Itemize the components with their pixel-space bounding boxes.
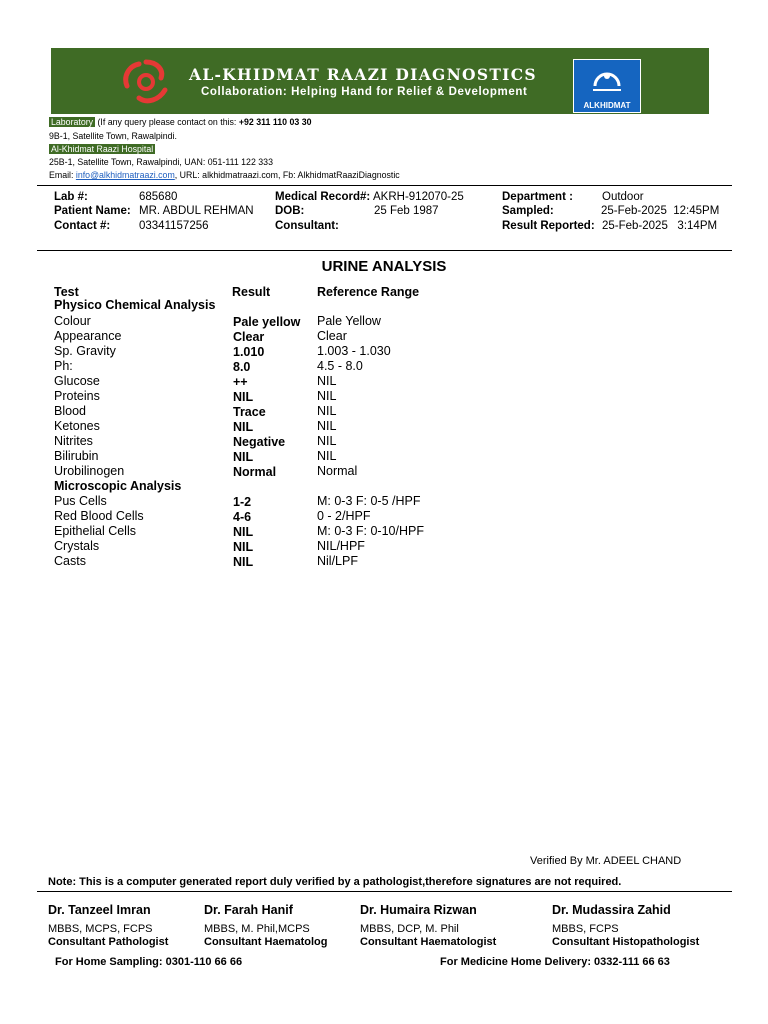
doctor-name: Dr. Humaira Rizwan [360, 903, 477, 917]
lab-no-value: 685680 [139, 191, 178, 203]
table-row [0, 389, 768, 404]
sampled-label: Sampled: [502, 205, 554, 217]
test-name: Appearance [54, 329, 122, 343]
lab-phone: +92 311 110 03 30 [238, 117, 312, 127]
table-row [0, 509, 768, 524]
doctor-role: Consultant Haematologist [360, 936, 497, 948]
table-row [0, 344, 768, 359]
consultant-label: Consultant: [275, 220, 339, 232]
reference-range: NIL [317, 434, 337, 448]
test-result: 8.0 [233, 360, 251, 374]
col-header-range: Reference Range [317, 285, 420, 299]
lab-no-label: Lab #: [54, 191, 88, 203]
reference-range: NIL [317, 404, 337, 418]
test-result: 1-2 [233, 495, 252, 509]
medical-record-label: Medical Record#: [275, 191, 371, 203]
test-result: Normal [233, 465, 277, 479]
table-row [0, 524, 768, 539]
test-result: NIL [233, 390, 254, 404]
test-result: 4-6 [233, 510, 252, 524]
test-result: Clear [233, 330, 265, 344]
test-name: Pus Cells [54, 494, 107, 508]
lab-address: 9B-1, Satellite Town, Rawalpindi. [49, 131, 177, 141]
test-name: Casts [54, 554, 86, 568]
test-result: NIL [233, 450, 254, 464]
department-value: Outdoor [602, 191, 644, 203]
alkhidmat-badge [573, 59, 641, 113]
patient-name-label: Patient Name: [54, 205, 131, 217]
test-result: NIL [233, 525, 254, 539]
section-physico-chemical: Physico Chemical Analysis [54, 298, 216, 312]
doctor-degrees: MBBS, FCPS [552, 923, 619, 935]
hospital-label: Al-Khidmat Raazi Hospital [51, 144, 154, 154]
test-name: Red Blood Cells [54, 509, 144, 523]
test-result: Trace [233, 405, 266, 419]
test-name: Blood [54, 404, 86, 418]
test-name: Urobilinogen [54, 464, 125, 478]
reference-range: Nil/LPF [317, 554, 358, 568]
table-row [0, 494, 768, 509]
doctor-degrees: MBBS, DCP, M. Phil [360, 923, 459, 935]
test-result: NIL [233, 420, 254, 434]
lab-contact-line [49, 117, 311, 127]
test-result: NIL [233, 555, 254, 569]
badge-label: ALKHIDMAT [583, 101, 631, 110]
section-microscopic: Microscopic Analysis [54, 479, 182, 493]
test-name: Bilirubin [54, 449, 99, 463]
table-row [0, 419, 768, 434]
table-row [0, 404, 768, 419]
test-name: Ph: [54, 359, 73, 373]
divider-info [37, 250, 732, 251]
doctor-degrees: MBBS, M. Phil,MCPS [204, 923, 310, 935]
test-name: Colour [54, 314, 91, 328]
test-result: Negative [233, 435, 286, 449]
doctor-degrees: MBBS, MCPS, FCPS [48, 923, 153, 935]
raazi-logo-icon [117, 56, 175, 108]
test-name: Proteins [54, 389, 100, 403]
alkhidmat-emblem-icon [587, 64, 627, 94]
table-row [0, 314, 768, 329]
col-header-test: Test [54, 285, 79, 299]
home-sampling: For Home Sampling: 0301-110 66 66 [55, 956, 243, 968]
computer-generated-note: Note: This is a computer generated report duly verified by a pathologist,therefore signatures are not required. [48, 876, 622, 888]
lab-tagline: Collaboration: Helping Hand for Relief & Development [201, 86, 528, 98]
table-row [0, 464, 768, 479]
col-header-result: Result [232, 285, 271, 299]
reference-range: NIL [317, 449, 337, 463]
email-prefix: Email: [49, 170, 76, 180]
doctor-name: Dr. Tanzeel Imran [48, 903, 151, 917]
reference-range: NIL/HPF [317, 539, 365, 553]
table-row [0, 374, 768, 389]
reference-range: Normal [317, 464, 358, 478]
medicine-delivery: For Medicine Home Delivery: 0332-111 66 63 [440, 956, 670, 968]
test-result: NIL [233, 540, 254, 554]
doctor-role: Consultant Histopathologist [552, 936, 700, 948]
test-name: Sp. Gravity [54, 344, 116, 358]
report-title: URINE ANALYSIS [321, 258, 447, 275]
reference-range: 4.5 - 8.0 [317, 359, 363, 373]
divider-footer [37, 891, 732, 892]
lab-name: AL-KHIDMAT RAAZI DIAGNOSTICS [189, 65, 537, 84]
patient-name-value: MR. ABDUL REHMAN [139, 205, 254, 217]
reference-range: Pale Yellow [317, 314, 381, 328]
doctor-role: Consultant Pathologist [48, 936, 169, 948]
test-result: 1.010 [233, 345, 265, 359]
hospital-label-line [49, 144, 155, 154]
test-result: Pale yellow [233, 315, 301, 329]
table-row [0, 329, 768, 344]
lab-query-text: (If any query please contact on this: [95, 117, 239, 127]
sampled-value: 25-Feb-2025 12:45PM [601, 205, 720, 217]
doctor-role: Consultant Haematolog [204, 936, 328, 948]
contact-value: 03341157256 [139, 220, 209, 232]
reported-value: 25-Feb-2025 3:14PM [602, 220, 718, 232]
table-row [0, 539, 768, 554]
table-row [0, 359, 768, 374]
reference-range: 1.003 - 1.030 [317, 344, 391, 358]
divider-top [37, 185, 732, 186]
table-row [0, 554, 768, 569]
email-suffix: , URL: alkhidmatraazi.com, Fb: AlkhidmatRaaziDiagnostic [174, 170, 400, 180]
test-name: Crystals [54, 539, 100, 553]
reference-range: NIL [317, 374, 337, 388]
contact-label: Contact #: [54, 220, 111, 232]
dob-value: 25 Feb 1987 [374, 205, 439, 217]
test-name: Epithelial Cells [54, 524, 136, 538]
test-name: Glucose [54, 374, 100, 388]
reference-range: 0 - 2/HPF [317, 509, 371, 523]
medical-record-value: AKRH-912070-25 [373, 191, 464, 203]
test-name: Ketones [54, 419, 100, 433]
doctor-name: Dr. Farah Hanif [204, 903, 293, 917]
dob-label: DOB: [275, 205, 305, 217]
email-link[interactable]: info@alkhidmatraazi.com [75, 170, 175, 180]
reference-range: Clear [317, 329, 347, 343]
laboratory-label: Laboratory [51, 117, 94, 127]
doctor-name: Dr. Mudassira Zahid [552, 903, 671, 917]
email-line [49, 170, 400, 180]
table-row [0, 434, 768, 449]
department-label: Department : [502, 191, 573, 203]
test-name: Nitrites [54, 434, 93, 448]
test-result: ++ [233, 375, 248, 389]
reference-range: M: 0-3 F: 0-5 /HPF [317, 494, 421, 508]
reported-label: Result Reported: [502, 220, 595, 232]
reference-range: NIL [317, 389, 337, 403]
reference-range: NIL [317, 419, 337, 433]
hospital-address: 25B-1, Satellite Town, Rawalpindi, UAN: 051-111 122 333 [49, 157, 273, 167]
header-banner [51, 48, 709, 114]
table-row [0, 449, 768, 464]
verified-by: Verified By Mr. ADEEL CHAND [530, 855, 682, 867]
reference-range: M: 0-3 F: 0-10/HPF [317, 524, 424, 538]
